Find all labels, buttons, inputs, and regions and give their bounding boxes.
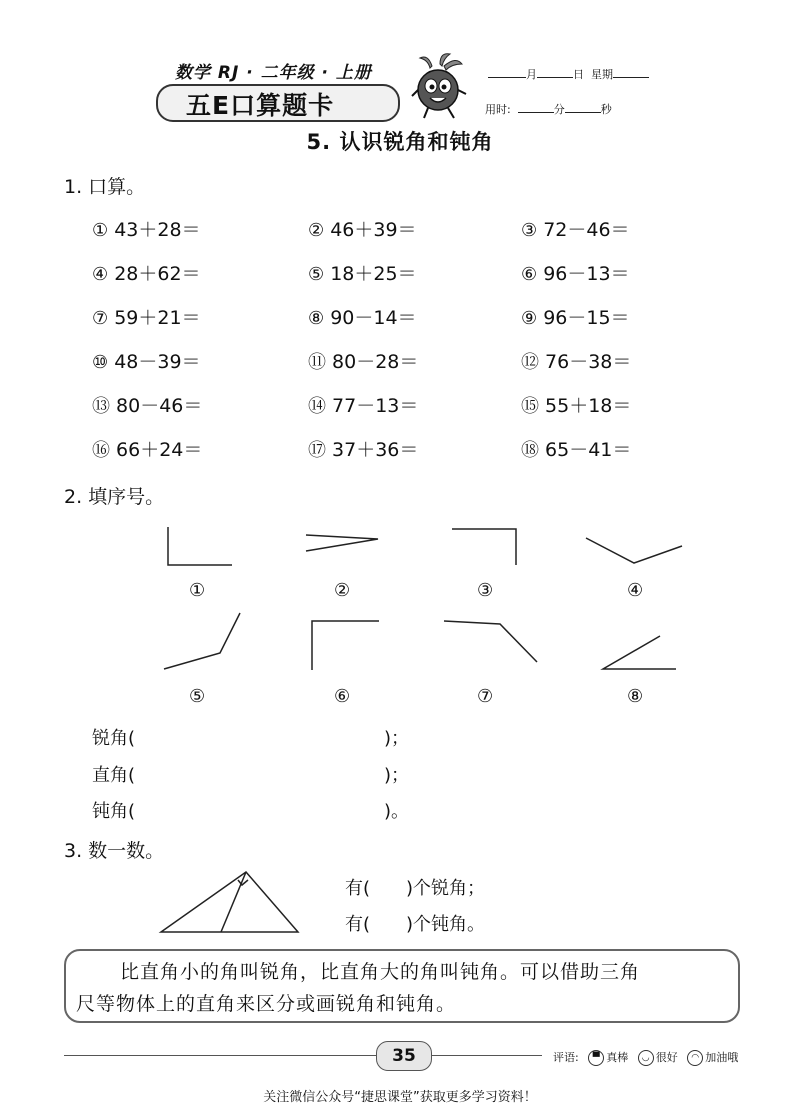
- keep-trying-face-icon: ◠: [687, 1050, 703, 1066]
- angle-8-acute: [603, 636, 676, 669]
- page-number: 35: [376, 1041, 432, 1071]
- obtuse-count-line: 有( )个钝角。: [345, 914, 486, 935]
- problem-15: ⑮ 55＋18＝: [521, 395, 632, 417]
- angle-label-3: ③: [477, 580, 494, 601]
- subject-line: 数学 RJ · 二年级 · 上册: [175, 63, 372, 83]
- angle-2-acute: [306, 535, 378, 551]
- time-fields: 用时: 分 秒: [485, 100, 612, 117]
- obtuse-answer-close: )。: [384, 801, 410, 822]
- angle-label-8: ⑧: [627, 686, 644, 707]
- section3-title: 3. 数一数。: [64, 840, 165, 862]
- problem-10: ⑩ 48－39＝: [92, 351, 201, 373]
- lesson-title: 5. 认识锐角和钝角: [306, 130, 494, 154]
- angle-6-right: [312, 621, 379, 670]
- problem-11: ⑪ 80－28＝: [308, 351, 419, 373]
- problem-7: ⑦ 59＋21＝: [92, 307, 201, 329]
- good-face-icon: ◡: [638, 1050, 654, 1066]
- rating-row: 评语: ▀ 真棒 ◡ 很好 ◠ 加油哦: [553, 1051, 739, 1064]
- angle-3-right: [452, 529, 516, 565]
- great-face-icon: ▀: [588, 1050, 604, 1066]
- angle-label-6: ⑥: [334, 686, 351, 707]
- date-fields: 月 日 星期: [488, 65, 649, 82]
- triangle-figure: [161, 872, 298, 932]
- problem-18: ⑱ 65－41＝: [521, 439, 632, 461]
- banner-title: 五E口算题卡: [186, 91, 335, 120]
- mascot-icon: [410, 52, 470, 122]
- angle-7-obtuse: [444, 621, 537, 662]
- problem-5: ⑤ 18＋25＝: [308, 263, 417, 285]
- problem-9: ⑨ 96－15＝: [521, 307, 630, 329]
- tip-line-2: 尺等物体上的直角来区分或画锐角和钝角。: [76, 993, 457, 1015]
- problem-17: ⑰ 37＋36＝: [308, 439, 419, 461]
- problem-4: ④ 28＋62＝: [92, 263, 201, 285]
- problem-8: ⑧ 90－14＝: [308, 307, 417, 329]
- footer-rule-left: [64, 1055, 376, 1056]
- angle-label-5: ⑤: [189, 686, 206, 707]
- angle-label-7: ⑦: [477, 686, 494, 707]
- obtuse-answer-label: 钝角(: [92, 801, 136, 822]
- problem-12: ⑫ 76－38＝: [521, 351, 632, 373]
- problem-6: ⑥ 96－13＝: [521, 263, 630, 285]
- footer-rule-right: [430, 1055, 542, 1056]
- angle-1-right: [168, 527, 232, 565]
- right-answer-label: 直角(: [92, 765, 136, 786]
- acute-count-line: 有( )个锐角；: [345, 878, 486, 899]
- angle-5-obtuse: [164, 613, 240, 669]
- problem-13: ⑬ 80－46＝: [92, 395, 203, 417]
- acute-answer-close: )；: [384, 728, 410, 749]
- wechat-note: 关注微信公众号“捷思课堂”获取更多学习资料！: [263, 1090, 537, 1105]
- problem-3: ③ 72－46＝: [521, 219, 630, 241]
- section2-title: 2. 填序号。: [64, 486, 165, 508]
- angle-4-obtuse: [586, 538, 682, 563]
- acute-answer-label: 锐角(: [92, 728, 136, 749]
- problem-16: ⑯ 66＋24＝: [92, 439, 203, 461]
- section1-title: 1. 口算。: [64, 176, 146, 198]
- angle-label-4: ④: [627, 580, 644, 601]
- angle-label-1: ①: [189, 580, 206, 601]
- tip-line-1: 比直角小的角叫锐角，比直角大的角叫钝角。可以借助三角: [120, 961, 641, 983]
- problem-1: ① 43＋28＝: [92, 219, 201, 241]
- right-answer-close: )；: [384, 765, 410, 786]
- problem-2: ② 46＋39＝: [308, 219, 417, 241]
- problem-14: ⑭ 77－13＝: [308, 395, 419, 417]
- angle-label-2: ②: [334, 580, 351, 601]
